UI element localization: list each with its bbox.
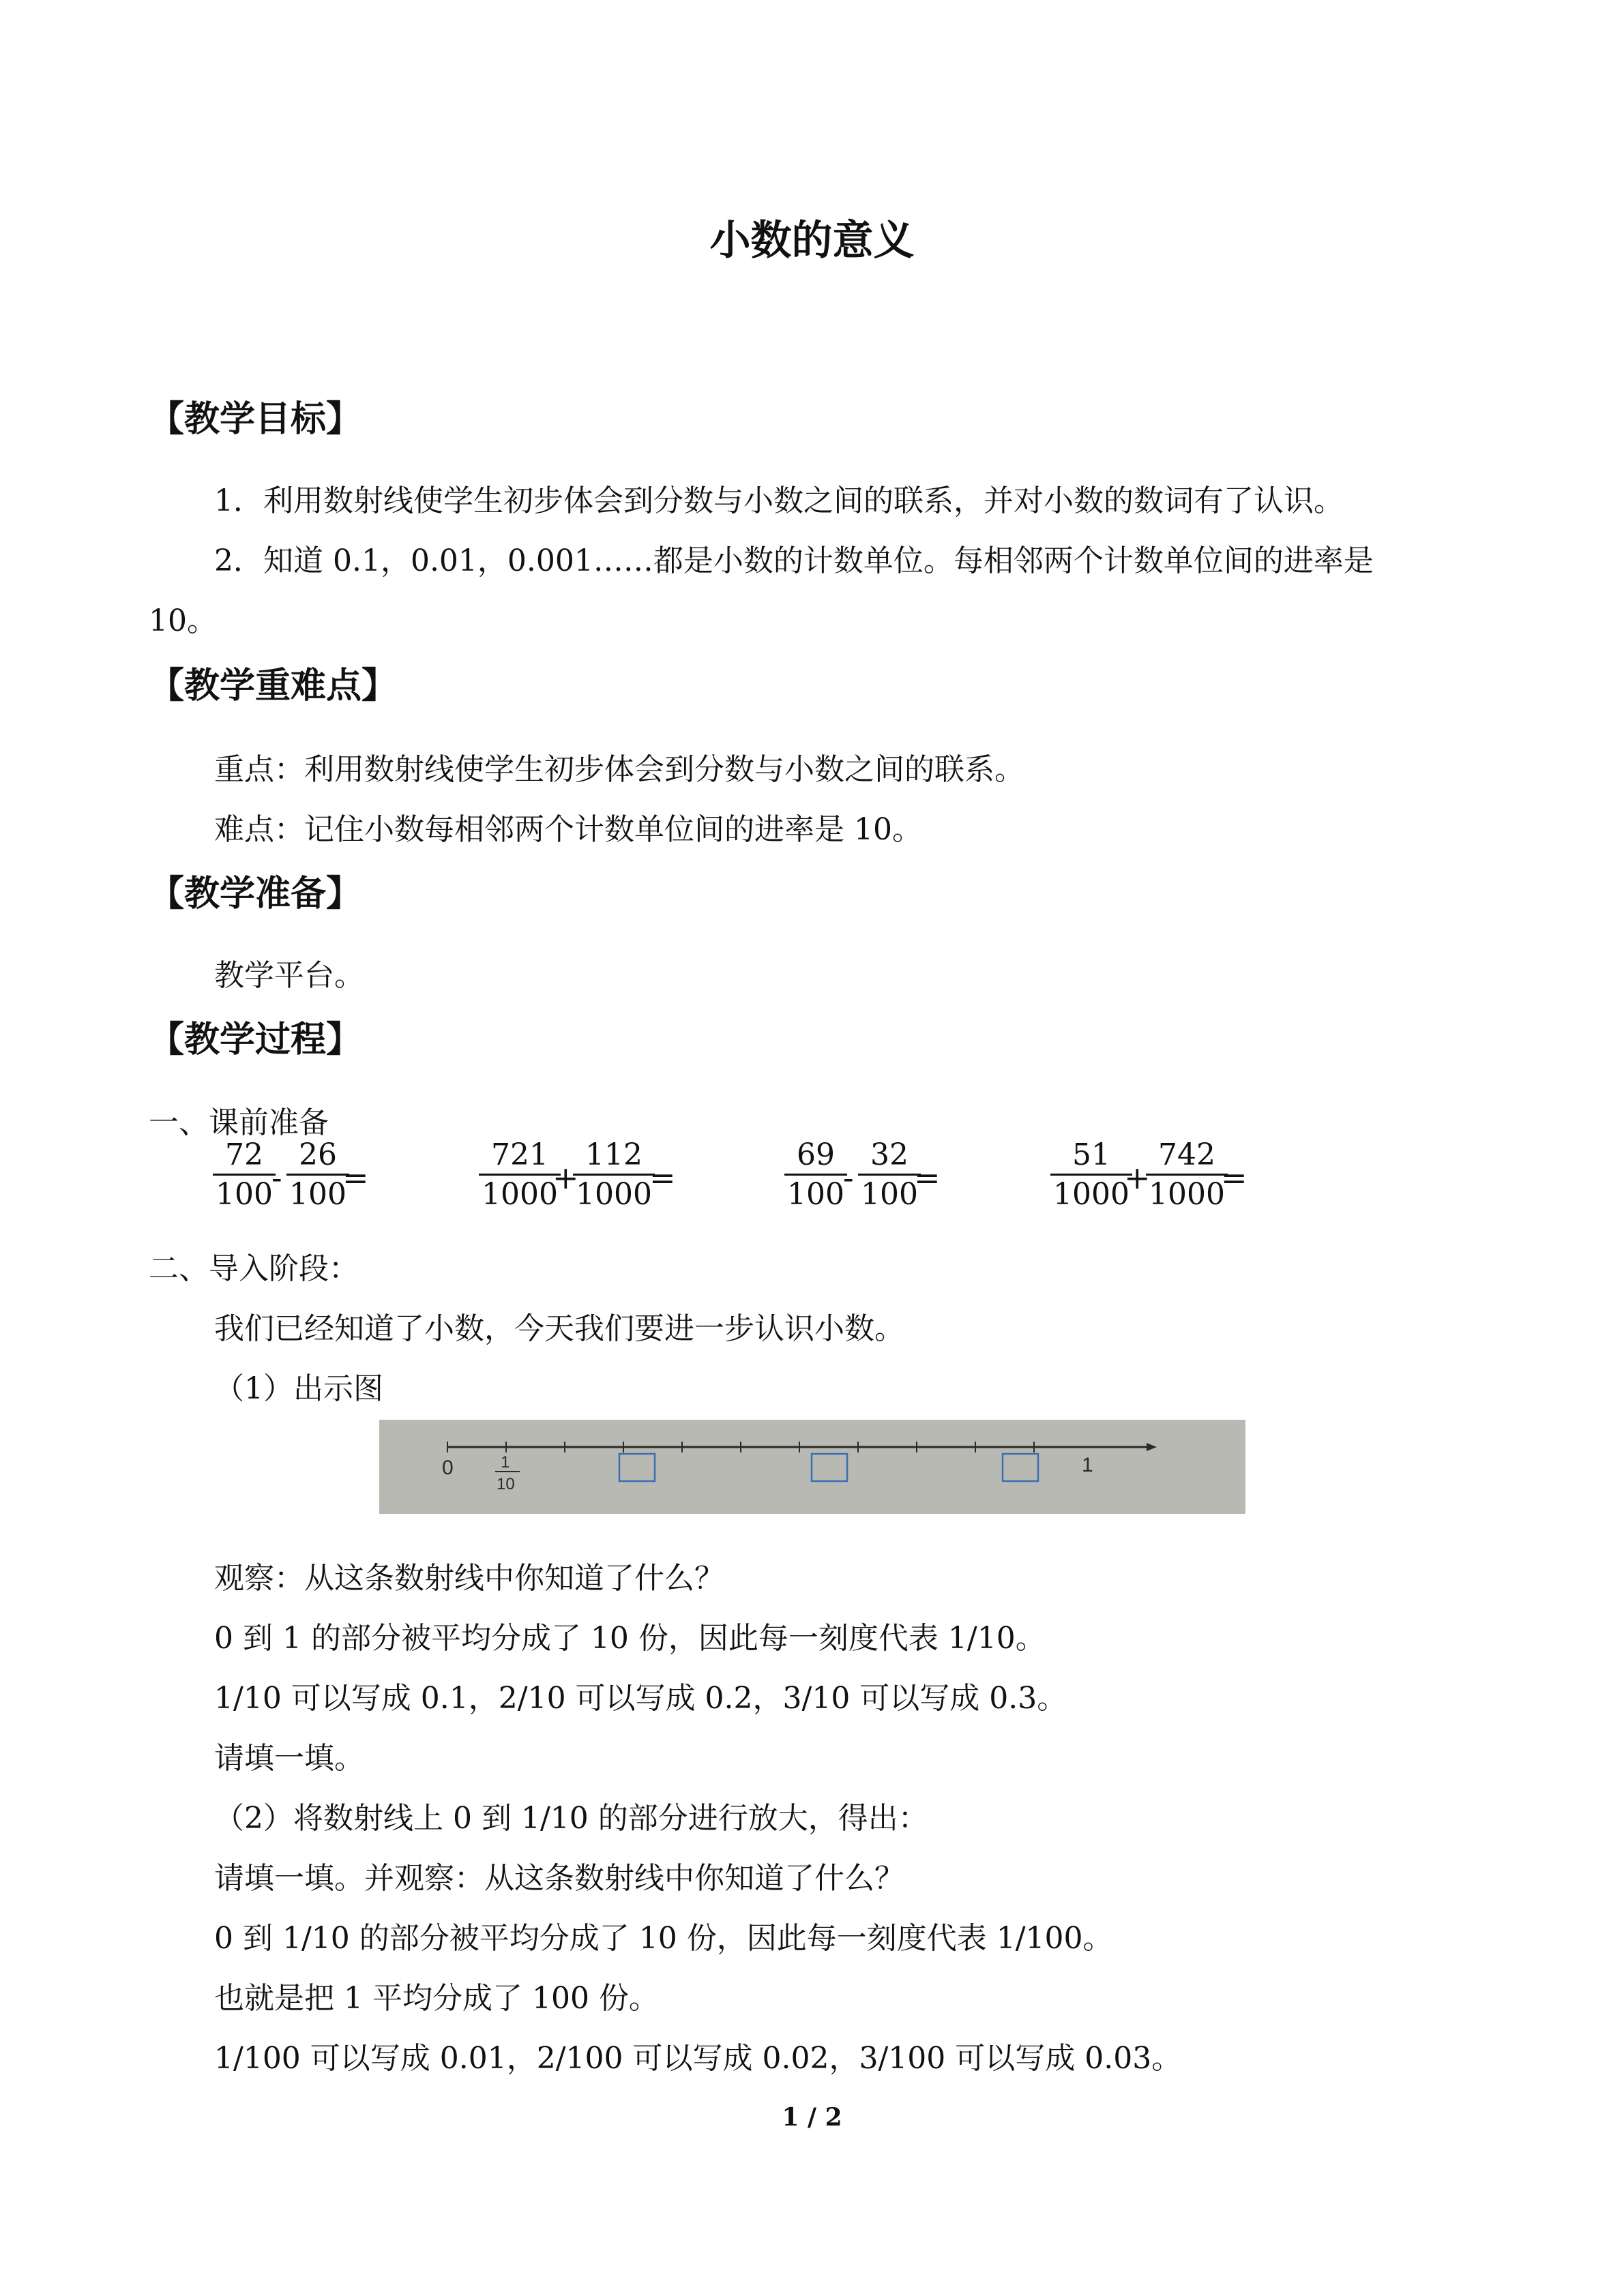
- part-2-label: 二、导入阶段：: [149, 1251, 359, 1286]
- operator: -: [843, 1159, 854, 1196]
- observation-question: 观察：从这条数射线中你知道了什么？: [214, 1561, 724, 1596]
- decimal-conversion: 1/10 可以写成 0.1，2/10 可以写成 0.2，3/10 可以写成 0.3。: [214, 1681, 1067, 1716]
- hundredths-answer: 0 到 1/10 的部分被平均分成了 10 份，因此每一刻度代表 1/100。: [214, 1921, 1113, 1956]
- answer-box: [812, 1454, 847, 1481]
- number-line-diagram: [379, 1420, 1245, 1514]
- label-one: 1: [1082, 1454, 1093, 1476]
- fraction: 32 100: [858, 1137, 921, 1212]
- label-tenth-num: 1: [501, 1453, 510, 1472]
- goal-item-2: 2．知道 0.1，0.01，0.001……都是小数的计数单位。每相邻两个计数单位间的进率是: [214, 543, 1374, 578]
- key-point: 重点：利用数射线使学生初步体会到分数与小数之间的联系。: [214, 752, 1024, 787]
- process-heading: 【教学过程】: [149, 1019, 362, 1060]
- arrow-head-icon: [1147, 1443, 1157, 1451]
- label-zero: 0: [442, 1457, 454, 1479]
- goal-item-2-cont: 10。: [149, 603, 217, 638]
- step-1-label: （1）出示图: [214, 1371, 383, 1406]
- step-2-label: （2）将数射线上 0 到 1/10 的部分进行放大，得出：: [214, 1801, 928, 1836]
- equals-sign: =: [1221, 1159, 1247, 1196]
- page-title: 小数的意义: [709, 217, 915, 265]
- fraction: 69 100: [784, 1137, 847, 1212]
- goals-heading: 【教学目标】: [149, 398, 362, 440]
- intro-text: 我们已经知道了小数，今天我们要进一步认识小数。: [214, 1311, 904, 1346]
- fraction: 26 100: [286, 1137, 349, 1212]
- fraction: 51 1000: [1050, 1137, 1132, 1212]
- answer-box: [1003, 1454, 1038, 1481]
- operator: +: [552, 1159, 579, 1196]
- number-line-figure: [379, 1420, 1245, 1514]
- fraction: 721 1000: [479, 1137, 561, 1212]
- page-number: 1 / 2: [782, 2103, 842, 2132]
- fraction: 112 1000: [573, 1137, 655, 1212]
- equals-sign: =: [649, 1159, 676, 1196]
- goal-item-1: 1．利用数射线使学生初步体会到分数与小数之间的联系，并对小数的数词有了认识。: [214, 483, 1344, 518]
- preparation-text: 教学平台。: [214, 958, 364, 993]
- part-1-label: 一、课前准备: [149, 1105, 329, 1140]
- fill-in-instruction: 请填一填。: [214, 1741, 364, 1776]
- key-points-heading: 【教学重难点】: [149, 665, 398, 706]
- fill-and-observe: 请填一填。并观察：从这条数射线中你知道了什么？: [214, 1861, 904, 1896]
- difficult-point: 难点：记住小数每相邻两个计数单位间的进率是 10。: [214, 812, 922, 847]
- equals-sign: =: [914, 1159, 941, 1196]
- operator: +: [1124, 1159, 1151, 1196]
- hundred-parts: 也就是把 1 平均分成了 100 份。: [214, 1981, 659, 2016]
- label-tenth-den: 10: [497, 1475, 515, 1493]
- fraction: 742 1000: [1146, 1137, 1228, 1212]
- fraction: 72 100: [213, 1137, 276, 1212]
- answer-box: [619, 1454, 655, 1481]
- hundredths-conversion: 1/100 可以写成 0.01，2/100 可以写成 0.02，3/100 可以写成 0.03。: [214, 2041, 1182, 2076]
- equals-sign: =: [342, 1159, 369, 1196]
- observation-answer: 0 到 1 的部分被平均分成了 10 份，因此每一刻度代表 1/10。: [214, 1621, 1046, 1656]
- operator: -: [271, 1159, 282, 1196]
- preparation-heading: 【教学准备】: [149, 873, 362, 914]
